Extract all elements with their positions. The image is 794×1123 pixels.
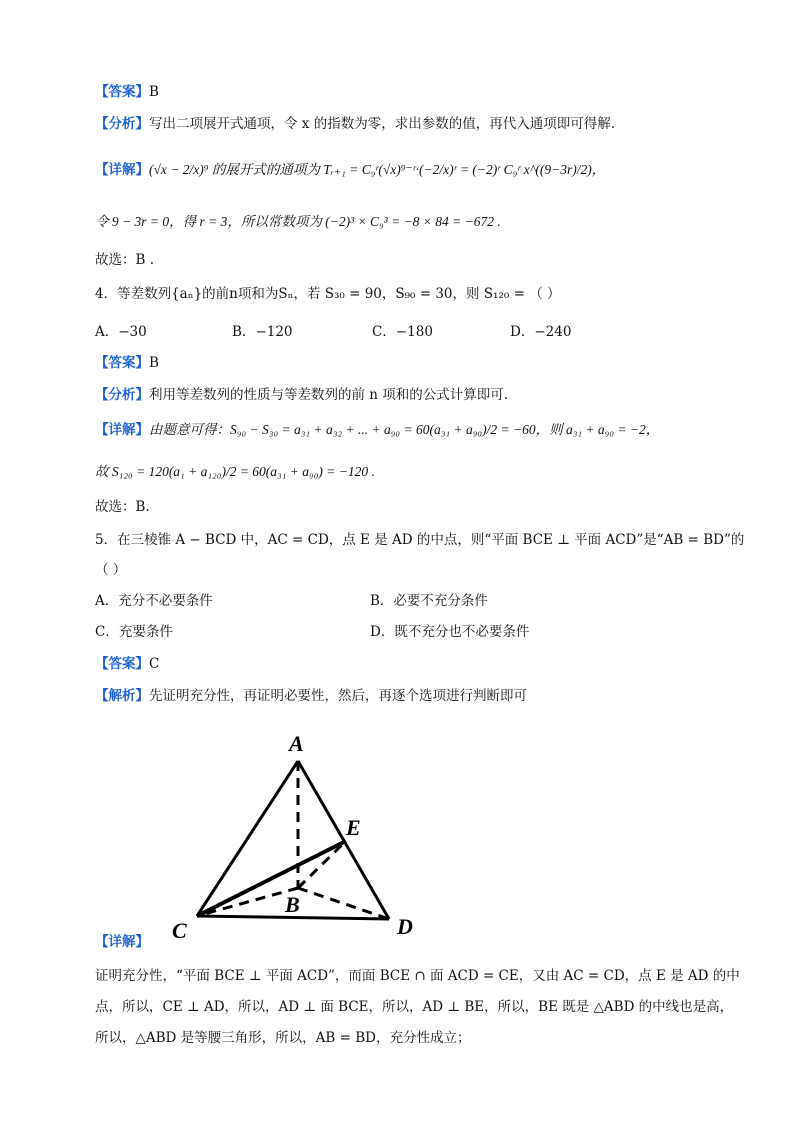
segment-ce: [197, 841, 346, 916]
q4-option-d: D．−240: [510, 324, 572, 340]
analysis-text: 利用等差数列的性质与等差数列的前 n 项和的公式计算即可.: [149, 387, 509, 403]
choice-2: 故选：B.: [95, 499, 150, 515]
tag-detail: 【详解】: [95, 934, 149, 950]
proof-line-1: 证明充分性，“平面 BCE ⊥ 平面 ACD”，而面 BCE ∩ 面 ACD = CE，又由 AC = CD，点 E 是 AD 的中: [95, 968, 740, 984]
question-4: 4．等差数列{aₙ}的前n项和为Sₙ，若 S₃₀ = 90，S₉₀ = 30，则 S₁₂₀ = （ ）: [95, 286, 561, 302]
solution-5: [95, 686, 527, 706]
tag-answer: 【答案】: [95, 84, 149, 100]
q5-option-c: C．充要条件: [95, 624, 173, 640]
tag-analysis: 【分析】: [95, 387, 149, 403]
q5-option-b: B．必要不充分条件: [370, 593, 488, 609]
answer-text: C: [149, 656, 160, 672]
detail-formula: 由题意可得：S₉₀ − S₃₀ = a₃₁ + a₃₂ + ... + a₉₀ = 60(a₃₁ + a₉₀)/2 = −60，则 a₃₁ + a₉₀ = −2，: [149, 422, 660, 437]
detail-2: [95, 420, 659, 440]
label-e: E: [346, 815, 361, 840]
tag-detail: 【详解】: [95, 422, 149, 438]
choice-1: 故选：B .: [95, 252, 155, 268]
answer-b-2: [95, 353, 159, 373]
tag-detail: 【详解】: [95, 162, 149, 178]
detail-1: [95, 160, 605, 180]
detail-formula: (√x − 2/x)⁹ 的展开式的通项为 Tᵣ₊₁ = C₉ʳ(√x)⁹⁻ʳ·(−2/x)ʳ = (−2)ʳ C₉ʳ x^((9−3r)/2)，: [149, 162, 606, 177]
answer-b-1: [95, 82, 159, 102]
tag-answer: 【答案】: [95, 355, 149, 371]
edge-ad: [298, 761, 389, 919]
label-d: D: [397, 914, 413, 939]
detail-2-cont: 故 S₁₂₀ = 120(a₁ + a₁₂₀)/2 = 60(a₃₁ + a₉₀) = −120 .: [95, 464, 375, 479]
q5-option-d: D．既不充分也不必要条件: [370, 624, 530, 640]
q4-option-a: A．−30: [95, 324, 147, 340]
analysis-2: [95, 385, 508, 405]
proof-line-3: 所以，△ABD 是等腰三角形，所以，AB = BD，充分性成立；: [95, 1030, 471, 1046]
label-a: A: [289, 731, 304, 756]
question-5: 5．在三棱锥 A − BCD 中，AC = CD，点 E 是 AD 的中点，则“平面 BCE ⊥ 平面 ACD”是“AB = BD”的: [95, 532, 745, 548]
q4-option-b: B．−120: [232, 324, 293, 340]
question-5-paren: （ ）: [95, 562, 127, 578]
proof-line-2: 点，所以，CE ⊥ AD，所以，AD ⊥ 面 BCE，所以，AD ⊥ BE，所以，BE 既是 △ABD 的中线也是高，: [95, 999, 734, 1015]
detail-1-cont: 令 9 − 3r = 0，得 r = 3，所以常数项为 (−2)³ × C₉³ = −8 × 84 = −672 .: [95, 214, 501, 229]
q5-option-a: A．充分不必要条件: [95, 593, 213, 609]
label-c: C: [172, 918, 187, 943]
answer-text: B: [149, 84, 159, 100]
answer-c: [95, 654, 159, 674]
solution-text: 先证明充分性，再证明必要性，然后，再逐个选项进行判断即可: [149, 688, 527, 704]
analysis-1: [95, 114, 615, 134]
segment-be-dashed: [298, 841, 346, 888]
detail-3: [95, 932, 149, 952]
tag-answer: 【答案】: [95, 656, 149, 672]
label-b: B: [285, 892, 300, 917]
answer-text: B: [149, 355, 159, 371]
analysis-text: 写出二项展开式通项，令 x 的指数为零，求出参数的值，再代入通项即可得解.: [149, 116, 615, 132]
q4-option-c: C．−180: [372, 324, 433, 340]
tag-analysis: 【分析】: [95, 116, 149, 132]
tag-solution: 【解析】: [95, 688, 149, 704]
